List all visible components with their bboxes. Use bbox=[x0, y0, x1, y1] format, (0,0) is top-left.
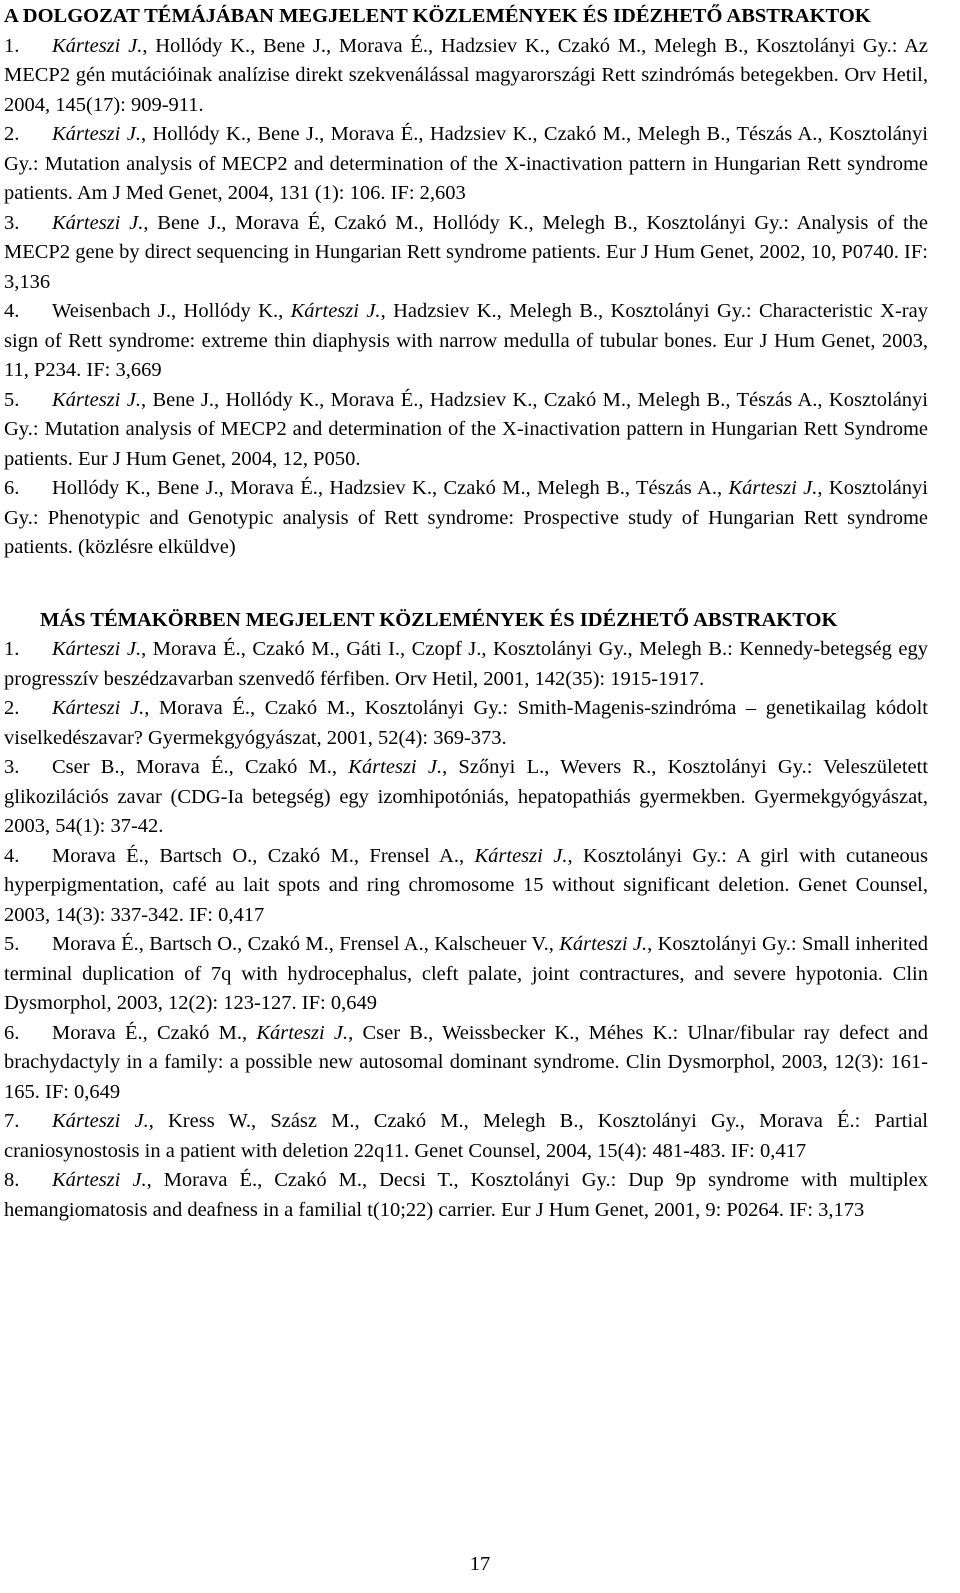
entry-author-highlight: Kárteszi J. bbox=[348, 756, 443, 778]
page-number: 17 bbox=[469, 1553, 491, 1575]
entry-number: 4. bbox=[4, 844, 20, 867]
entry-citation: , Hadzsiev K., Melegh B., Kosztolányi Gy.: Characteristic X-ray sign of Rett syndrome: extreme thin diaphysis with narrow medulla of tubular bones. Eur J Hum Genet, 2003, 11, P234. IF: 3,669 bbox=[4, 300, 928, 381]
entry-author-highlight: Kárteszi J. bbox=[559, 933, 648, 955]
publication-entry bbox=[4, 32, 928, 121]
entry-authors-before: Hollódy K., Bene J., Morava É., Hadzsiev K., Czakó M., Melegh B., Tészás A., bbox=[52, 477, 729, 499]
entry-citation: , Kosztolányi Gy.: A girl with cutaneous hyperpigmentation, café au lait spots and ring chromosome 15 without significant deletion. Genet Counsel, 2003, 14(3): 337-342. IF: 0,417 bbox=[4, 844, 928, 926]
entry-number: 6. bbox=[4, 477, 20, 499]
entry-citation: , Bene J., Morava É, Czakó M., Hollódy K., Melegh B., Kosztolányi Gy.: Analysis of the MECP2 gene by direct sequencing in Hungarian Rett syndrome patients. Eur J Hum Genet, 2002, 10, P0740. IF: 3,136 bbox=[4, 211, 928, 293]
entry-number: 5. bbox=[4, 933, 20, 955]
entry-author-highlight: Kárteszi J. bbox=[52, 34, 143, 57]
entry-number: 4. bbox=[4, 300, 20, 322]
section-list-thesis bbox=[4, 32, 928, 563]
entry-author-highlight: Kárteszi J. bbox=[52, 697, 145, 719]
entry-number: 5. bbox=[4, 388, 20, 411]
entry-citation: , Morava É., Czakó M., Gáti I., Czopf J., Kosztolányi Gy., Melegh B.: Kennedy-betegség egy progresszív beszédzavarban szenvedő férfiben. Orv Hetil, 2001, 142(35): 1915-1917. bbox=[4, 638, 929, 690]
publication-entry bbox=[4, 753, 928, 842]
publication-entry bbox=[4, 120, 928, 209]
entry-number: 1. bbox=[4, 638, 20, 660]
entry-author-highlight: Kárteszi J. bbox=[728, 477, 818, 499]
publication-entry bbox=[4, 474, 928, 563]
entry-citation: , Morava É., Czakó M., Decsi T., Kosztolányi Gy.: Dup 9p syndrome with multiplex hemangiomatosis and deafness in a familial t(10;22) carrier. Eur J Hum Genet, 2001, 9: P0264. IF: 3,173 bbox=[4, 1169, 928, 1221]
entry-citation: , Kress W., Szász M., Czakó M., Melegh B., Kosztolányi Gy., Morava É.: Partial craniosynostosis in a patient with deletion 22q11. Genet Counsel, 2004, 15(4): 481-483. IF: 0,417 bbox=[4, 1110, 928, 1162]
publication-entry bbox=[4, 1019, 928, 1108]
entry-citation: , Hollódy K., Bene J., Morava É., Hadzsiev K., Czakó M., Melegh B., Tészás A., Kosztolányi Gy.: Mutation analysis of MECP2 and determination of the X-inactivation pattern in Hungarian Rett syndrome patients. Am J Med Genet, 2004, 131 (1): 106. IF: 2,603 bbox=[4, 123, 928, 204]
entry-authors-before: Morava É., Bartsch O., Czakó M., Frensel A., bbox=[52, 844, 475, 867]
entry-authors-before: Morava É., Czakó M., bbox=[52, 1021, 257, 1044]
section-title-thesis-publications: A DOLGOZAT TÉMÁJÁBAN MEGJELENT KÖZLEMÉNYEK ÉS IDÉZHETŐ ABSTRAKTOK bbox=[4, 5, 871, 27]
entry-number: 1. bbox=[4, 34, 20, 57]
publication-list bbox=[4, 2, 928, 1225]
entry-author-highlight: Kárteszi J. bbox=[256, 1021, 349, 1044]
section-title-other-publications: MÁS TÉMAKÖRBEN MEGJELENT KÖZLEMÉNYEK ÉS IDÉZHETŐ ABSTRAKTOK bbox=[40, 608, 838, 631]
entry-authors-before: Weisenbach J., Hollódy K., bbox=[52, 300, 291, 322]
entry-citation: , Bene J., Hollódy K., Morava É., Hadzsiev K., Czakó M., Melegh B., Tészás A., Kosztolányi Gy.: Mutation analysis of MECP2 and determination of the X-inactivation pattern in Hungarian Rett Syndrome patients. Eur J Hum Genet, 2004, 12, P050. bbox=[4, 388, 928, 470]
entry-citation: , Kosztolányi Gy.: Small inherited terminal duplication of 7q with hydrocephalus, cleft palate, joint contractures, and severe hypotonia. Clin Dysmorphol, 2003, 12(2): 123-127. IF: 0,649 bbox=[4, 933, 929, 1014]
entry-author-highlight: Kárteszi J. bbox=[52, 1169, 147, 1191]
entry-citation: , Morava É., Czakó M., Kosztolányi Gy.: Smith-Magenis-szindróma – genetikailag kódolt viselkedészavar? Gyermekgyógyászat, 2001, 52(4): 369-373. bbox=[4, 697, 928, 749]
entry-author-highlight: Kárteszi J. bbox=[52, 1110, 149, 1132]
entry-number: 7. bbox=[4, 1110, 20, 1132]
entry-citation: , Kosztolányi Gy.: Phenotypic and Genotypic analysis of Rett syndrome: Prospective study of Hungarian Rett syndrome patients. (közlésre elküldve) bbox=[4, 477, 928, 558]
entry-citation: , Szőnyi L., Wevers R., Kosztolányi Gy.: Veleszületett glikozilációs zavar (CDG-Ia betegség) egy izomhipotóniás, hepatopathiás gyermekben. Gyermekgyógyászat, 2003, 54(1): 37-42. bbox=[4, 756, 929, 837]
entry-number: 2. bbox=[4, 123, 20, 145]
entry-number: 6. bbox=[4, 1021, 20, 1044]
publication-entry bbox=[4, 209, 928, 298]
publication-entry bbox=[4, 842, 928, 931]
publication-entry bbox=[4, 1166, 928, 1225]
entry-authors-before: Cser B., Morava É., Czakó M., bbox=[52, 756, 349, 778]
entry-citation: , Cser B., Weissbecker K., Méhes K.: Ulnar/fibular ray defect and brachydactyly in a family: a possible new autosomal dominant syndrome. Clin Dysmorphol, 2003, 12(3): 161-165. IF: 0,649 bbox=[4, 1021, 928, 1103]
entry-author-highlight: Kárteszi J. bbox=[52, 638, 142, 660]
entry-number: 3. bbox=[4, 211, 20, 234]
publication-entry bbox=[4, 635, 928, 694]
publication-entry bbox=[4, 694, 928, 753]
publication-entry bbox=[4, 386, 928, 475]
entry-author-highlight: Kárteszi J. bbox=[52, 388, 141, 411]
entry-author-highlight: Kárteszi J. bbox=[474, 844, 568, 867]
publication-entry bbox=[4, 1107, 928, 1166]
entry-author-highlight: Kárteszi J. bbox=[52, 123, 141, 145]
entry-citation: , Hollódy K., Bene J., Morava É., Hadzsiev K., Czakó M., Melegh B., Kosztolányi Gy.: Az MECP2 gén mutációinak analízise direkt szekvenálással magyarországi Rett szindrómás betegekben. Orv Hetil, 2004, 145(17): 909-911. bbox=[4, 34, 928, 116]
entry-number: 3. bbox=[4, 756, 20, 778]
publication-entry bbox=[4, 930, 928, 1019]
entry-number: 2. bbox=[4, 697, 20, 719]
entry-number: 8. bbox=[4, 1169, 20, 1191]
entry-authors-before: Morava É., Bartsch O., Czakó M., Frensel A., Kalscheuer V., bbox=[52, 933, 560, 955]
entry-author-highlight: Kárteszi J. bbox=[52, 211, 144, 234]
publication-entry bbox=[4, 297, 928, 386]
entry-author-highlight: Kárteszi J. bbox=[290, 300, 381, 322]
section-list-other bbox=[4, 635, 928, 1225]
